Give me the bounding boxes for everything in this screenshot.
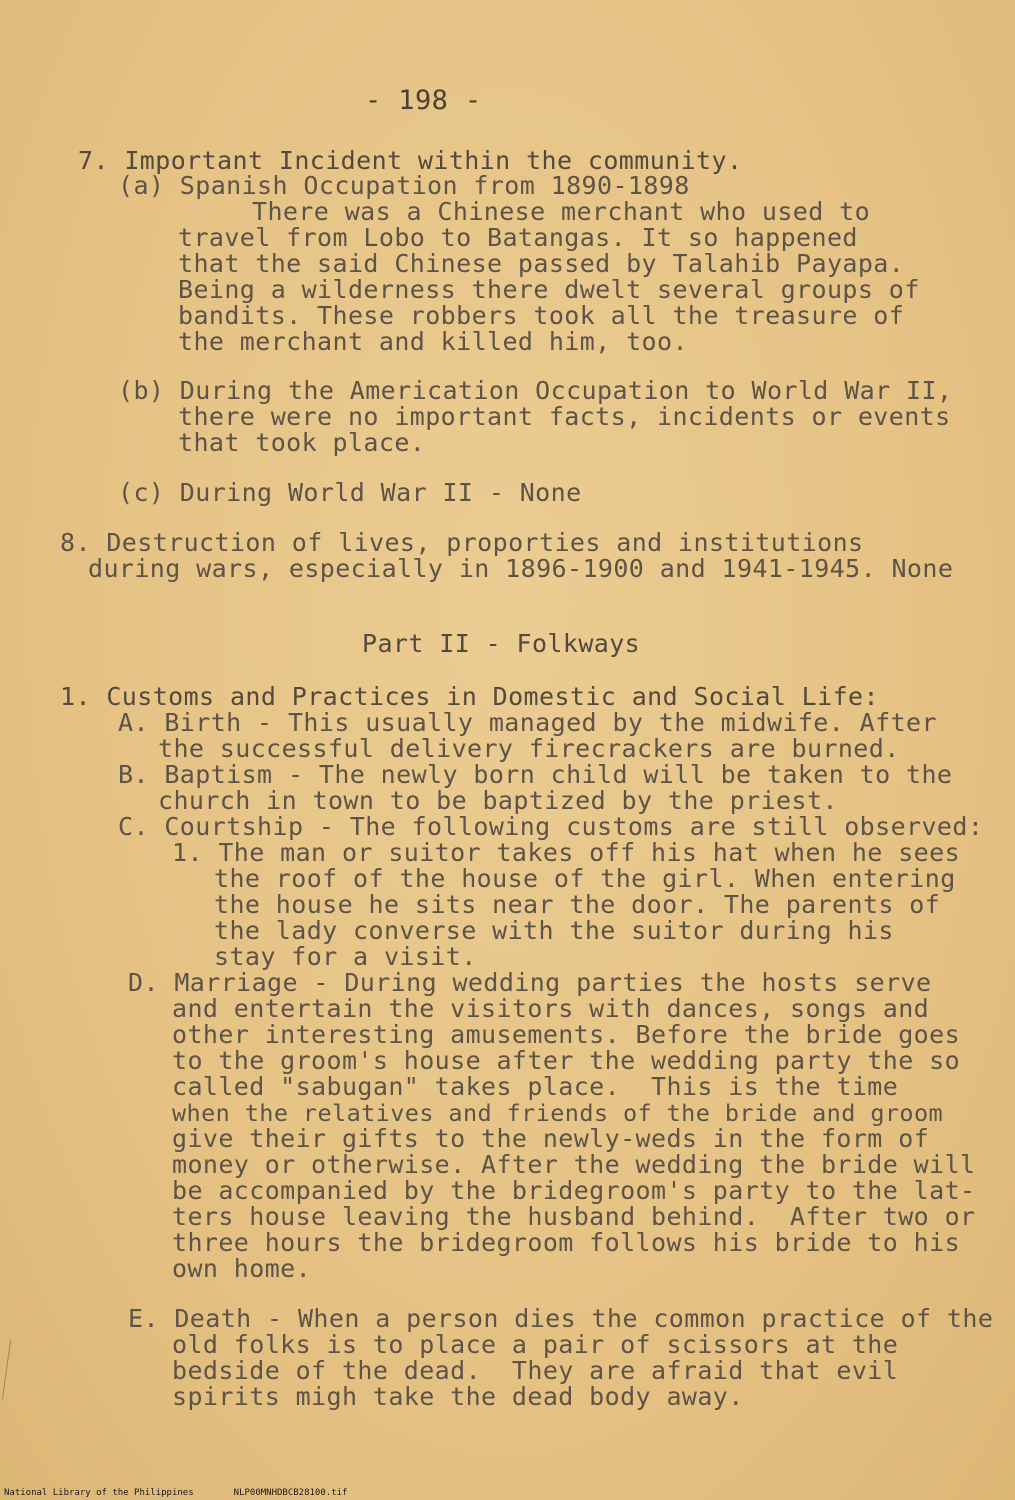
death-line: bedside of the dead. They are afraid that evil [172,1356,899,1385]
file-name: NLP00MNHDBCB28100.tif [233,1488,348,1498]
section-8-line: during wars, especially in 1896-1900 and 1941-1945. None [88,554,954,583]
courtship-line: 1. The man or suitor takes off his hat when he sees [172,838,961,867]
marriage-line: to the groom's house after the wedding party the so [172,1046,961,1075]
scan-footer [4,1488,387,1498]
section-7a-line: the merchant and killed him, too. [178,327,688,356]
marriage-line: D. Marriage - During wedding parties the hosts serve [128,968,932,997]
courtship-line: the house he sits near the door. The parents of [214,890,941,919]
section-7a-line: bandits. These robbers took all the treasure of [178,301,905,330]
section-8-line: 8. Destruction of lives, proporties and institutions [60,528,864,557]
courtship-line: the roof of the house of the girl. When entering [214,864,956,893]
death-line: old folks is to place a pair of scissors at the [172,1330,899,1359]
section-7a-line: that the said Chinese passed by Talahib Payapa. [178,249,905,278]
courtship-line: the lady converse with the suitor during his [214,916,894,945]
marriage-line: own home. [172,1254,312,1283]
section-7a-line: travel from Lobo to Batangas. It so happened [178,223,858,252]
marriage-line: called "sabugan" takes place. This is the time [172,1072,899,1101]
section-7c-line: (c) During World War II - None [118,478,582,507]
margin-pencil-mark [2,1340,14,1400]
marriage-line: be accompanied by the bridegroom's party to the lat- [172,1176,976,1205]
marriage-line: when the relatives and friends of the bride and groom [172,1099,944,1127]
marriage-line: give their gifts to the newly-weds in the form of [172,1124,930,1153]
section-7b-line: there were no important facts, incidents or events [178,402,951,431]
marriage-line: ters house leaving the husband behind. After two or [172,1202,976,1231]
section-7b-line: that took place. [178,428,426,457]
page-number: - 198 - [365,85,482,116]
birth-line: A. Birth - This usually managed by the midwife. After [118,708,937,737]
baptism-line: B. Baptism - The newly born child will be taken to the [118,760,953,789]
section-1-heading: 1. Customs and Practices in Domestic and Social Life: [60,682,879,711]
marriage-line: other interesting amusements. Before the bride goes [172,1020,961,1049]
baptism-line: church in town to be baptized by the priest. [158,786,838,815]
death-line: E. Death - When a person dies the common practice of the [128,1304,994,1333]
marriage-line: and entertain the visitors with dances, songs and [172,994,930,1023]
section-7b-line: (b) During the Americation Occupation to World War II, [118,376,953,405]
birth-line: the successful delivery firecrackers are burned. [158,734,900,763]
marriage-line: three hours the bridegroom follows his bride to his [172,1228,961,1257]
section-7-heading: 7. Important Incident within the community. [78,146,743,175]
death-line: spirits migh take the dead body away. [172,1382,744,1411]
section-7a-line: There was a Chinese merchant who used to [252,197,871,226]
courtship-line: C. Courtship - The following customs are still observed: [118,812,984,841]
part-2-title: Part II - Folkways [362,629,641,658]
marriage-line: money or otherwise. After the wedding the bride will [172,1150,976,1179]
library-name: National Library of the Philippines [4,1488,194,1498]
section-7a-line: Being a wilderness there dwelt several groups of [178,275,920,304]
section-7a-heading: (a) Spanish Occupation from 1890-1898 [118,171,690,200]
courtship-line: stay for a visit. [214,942,477,971]
